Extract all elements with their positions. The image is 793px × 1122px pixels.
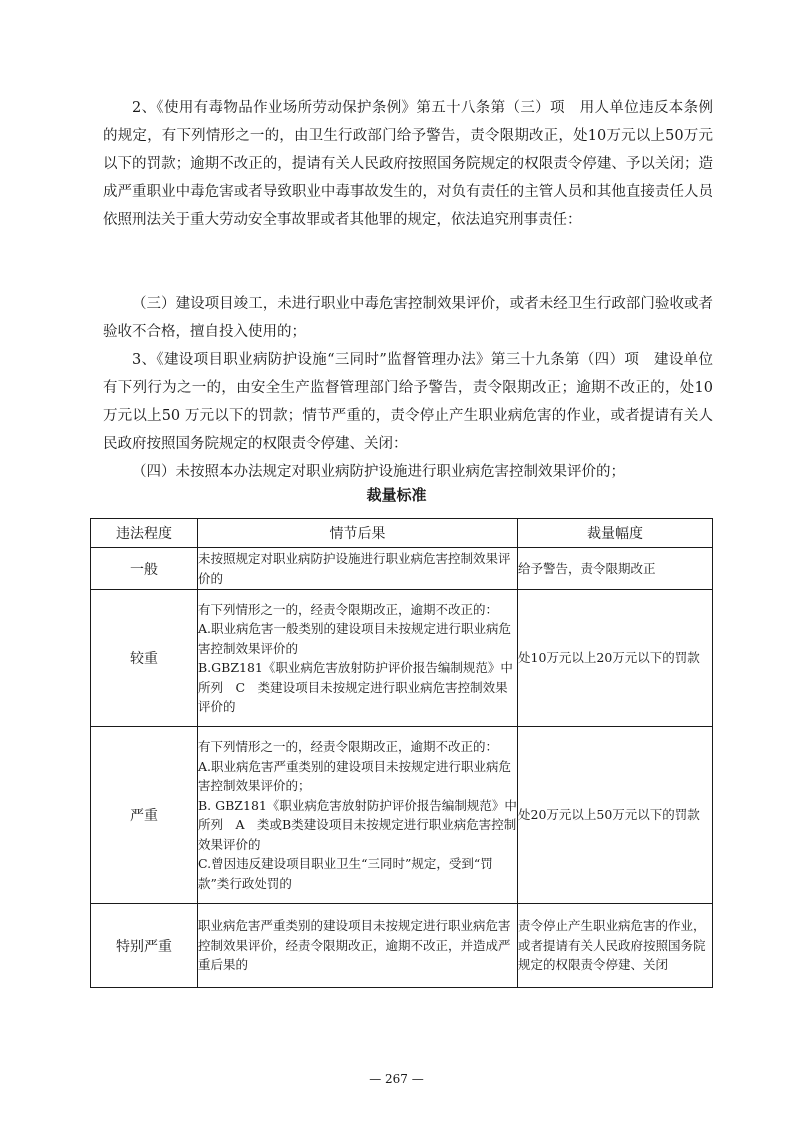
table-row (91, 590, 713, 727)
row-penalty: 责令停止产生职业病危害的作业，或者提请有关人民政府按照国务院规定的权限责令停建、关闭 (518, 904, 713, 988)
row-circumstance: 有下列情形之一的，经责令限期改正，逾期不改正的： A.职业病危害严重类别的建设项目未按规定进行职业病危害控制效果评价的； B. GBZ181《职业病危害放射防护评价报告编制规范》中所列 A 类或B类建设项目未按规定进行职业病危害控制效果评价的 C.曾因违反建设项目职业卫生“三同时”规定，受到“罚款”类行政处罚的 (198, 727, 518, 904)
row-penalty: 处20万元以上50万元以下的罚款 (518, 727, 713, 904)
paragraph-regulation-39: 3、《建设项目职业病防护设施“三同时”监督管理办法》第三十九条第（四）项 建设单位有下列行为之一的，由安全生产监督管理部门给予警告，责令限期改正；逾期不改正的，处10万元以上50 万元以下的罚款；情节严重的，责令停止产生职业病危害的作业，或者提请有关人民政府按照国务院规定的权限责令停建、关闭： (103, 352, 713, 452)
table-row (91, 727, 713, 904)
header-circumstance: 情节后果 (198, 519, 518, 548)
row-penalty: 处10万元以上20万元以下的罚款 (518, 590, 713, 727)
row-level: 严重 (91, 727, 198, 904)
row-level: 一般 (91, 548, 198, 590)
row-level: 较重 (91, 590, 198, 727)
paragraph-item-3: （三）建设项目竣工，未进行职业中毒危害控制效果评价，或者未经卫生行政部门验收或者验收不合格，擅自投入使用的； (103, 296, 713, 340)
row-penalty: 给予警告，责令限期改正 (518, 548, 713, 590)
paragraph-regulation-58: 2、《使用有毒物品作业场所劳动保护条例》第五十八条第（三）项 用人单位违反本条例的规定，有下列情形之一的，由卫生行政部门给予警告，责令限期改正，处10万元以上50万元以下的罚款；逾期不改正的，提请有关人民政府按照国务院规定的权限责令停建、予以关闭；造成严重职业中毒危害或者导致职业中毒事故发生的，对负有责任的主管人员和其他直接责任人员依照刑法关于重大劳动安全事故罪或者其他罪的规定，依法追究刑事责任： (103, 100, 713, 228)
row-circumstance: 未按照规定对职业病防护设施进行职业病危害控制效果评价的 (198, 548, 518, 590)
table-row (91, 904, 713, 988)
table-header-row (91, 519, 713, 548)
header-level: 违法程度 (91, 519, 198, 548)
paragraph-item-4: （四）未按照本办法规定对职业病防护设施进行职业病危害控制效果评价的； (132, 464, 625, 480)
row-circumstance: 职业病危害严重类别的建设项目未按规定进行职业病危害控制效果评价，经责令限期改正，逾期不改正，并造成严重后果的 (198, 904, 518, 988)
table-title: 裁量标准 (366, 486, 427, 504)
table-row (91, 548, 713, 590)
page-number: — 267 — (369, 1072, 424, 1086)
penalty-standard-table (90, 518, 713, 988)
row-level: 特别严重 (91, 904, 198, 988)
header-penalty: 裁量幅度 (518, 519, 713, 548)
row-circumstance: 有下列情形之一的，经责令限期改正，逾期不改正的： A.职业病危害一般类别的建设项目未按规定进行职业病危害控制效果评价的 B.GBZ181《职业病危害放射防护评价报告编制规范》中所列 C 类建设项目未按规定进行职业病危害控制效果评价的 (198, 590, 518, 727)
